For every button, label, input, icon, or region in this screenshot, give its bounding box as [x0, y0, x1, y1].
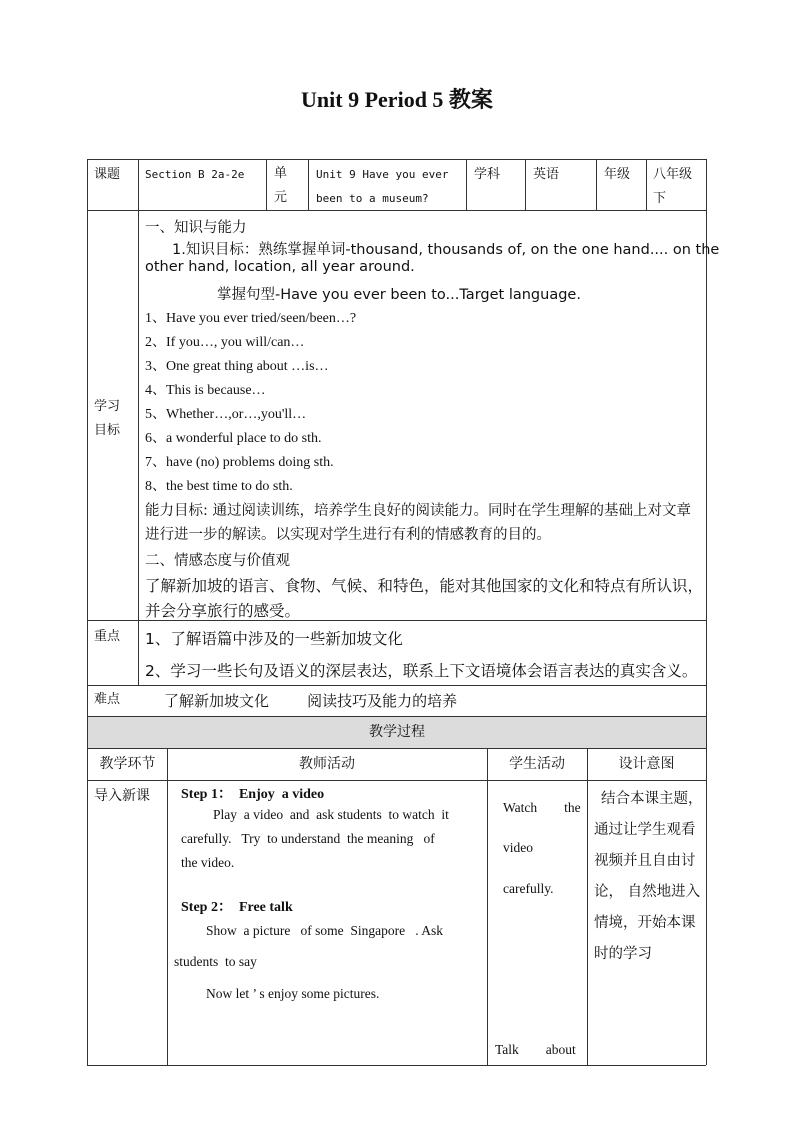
objective-line: 掌握句型-Have you ever been to...Target language.	[217, 287, 581, 303]
process-heading: 教学过程	[369, 724, 425, 740]
step2-title: Step 2： Free talk	[181, 900, 293, 915]
objective-line: 进行进一步的解读。以实现对学生进行有利的情感教育的目的。	[145, 527, 551, 543]
unit-name-2: been to a museum?	[316, 192, 429, 205]
design-line: 通过让学生观看	[594, 822, 696, 838]
section-value: Section B 2a-2e	[145, 168, 245, 181]
objective-line: 能力目标: 通过阅读训练，培养学生良好的阅读能力。同时在学生理解的基础上对文章	[145, 503, 691, 519]
objective-line: 一、知识与能力	[145, 220, 247, 236]
objective-line: 5、Whether…,or…,you'll…	[145, 407, 307, 422]
subject-value: 英语	[533, 167, 560, 182]
topic-label: 课题	[94, 167, 121, 182]
objective-line: 8、the best time to do sth.	[145, 479, 293, 494]
objective-line: 了解新加坡的语言、食物、气候、和特色，能对其他国家的文化和特点有所认识，	[145, 577, 704, 595]
col-student-header: 学生活动	[509, 756, 565, 772]
unit-label-2: 元	[274, 190, 288, 205]
student-bottom-line: Talk about	[495, 1042, 576, 1057]
student-line: carefully.	[503, 881, 554, 896]
design-line: 论， 自然地进入	[594, 884, 701, 900]
design-line: 视频并且自由讨	[594, 853, 696, 869]
key-points-label: 重点	[94, 629, 121, 644]
objective-line: 4、This is because…	[145, 383, 266, 398]
step1-line: Play a video and ask students to watch it	[213, 807, 449, 822]
objective-line: 1、Have you ever tried/seen/been…?	[145, 311, 357, 326]
objectives-label-1: 学习	[94, 399, 121, 414]
objective-line: 2、If you…, you will/can…	[145, 335, 305, 350]
objective-line: 二、情感态度与价值观	[145, 553, 290, 569]
student-line: Watch the	[503, 800, 581, 815]
unit-name-1: Unit 9 Have you ever	[316, 168, 449, 181]
step1-title: Step 1： Enjoy a video	[181, 787, 325, 802]
objective-line: 1.知识目标：熟练掌握单词-thousand, thousands of, on the one hand.... on the	[172, 242, 720, 258]
step2-line: Now let ’ s enjoy some pictures.	[206, 986, 380, 1001]
objective-line: 3、One great thing about …is…	[145, 359, 329, 374]
student-line: video	[503, 840, 533, 855]
grade-value-2: 下	[653, 191, 667, 206]
design-line: 情境，开始本课	[594, 915, 696, 931]
key-point-line: 2、学习一些长句及语义的深层表达，联系上下文语境体会语言表达的真实含义。	[145, 662, 698, 680]
step2-line: students to say	[174, 954, 257, 969]
step2-line: Show a picture of some Singapore . Ask	[206, 923, 443, 938]
step1-line: carefully. Try to understand the meaning of	[181, 831, 435, 846]
unit-label-1: 单	[274, 166, 288, 181]
col-teacher-header: 教师活动	[299, 756, 355, 772]
design-line: 结合本课主题，	[601, 791, 703, 807]
grade-value-1: 八年级	[653, 167, 693, 182]
step1-line: the video.	[181, 855, 235, 870]
difficulties-text: 了解新加坡文化 阅读技巧及能力的培养	[164, 692, 458, 710]
difficulties-label: 难点	[94, 692, 121, 707]
page-title: Unit 9 Period 5 教案	[301, 87, 493, 112]
objective-line: other hand, location, all year around.	[145, 259, 415, 275]
design-line: 时的学习	[594, 946, 652, 962]
objective-line: 7、have (no) problems doing sth.	[145, 455, 334, 470]
objectives-label-2: 目标	[94, 423, 121, 438]
objective-line: 并会分享旅行的感受。	[145, 602, 301, 620]
stage-name: 导入新课	[94, 788, 150, 804]
objective-line: 6、a wonderful place to do sth.	[145, 431, 322, 446]
grade-label: 年级	[604, 167, 631, 182]
key-point-line: 1、了解语篇中涉及的一些新加坡文化	[145, 630, 403, 648]
col-design-header: 设计意图	[618, 756, 675, 772]
col-stage-header: 教学环节	[99, 756, 156, 772]
subject-label: 学科	[474, 167, 501, 182]
